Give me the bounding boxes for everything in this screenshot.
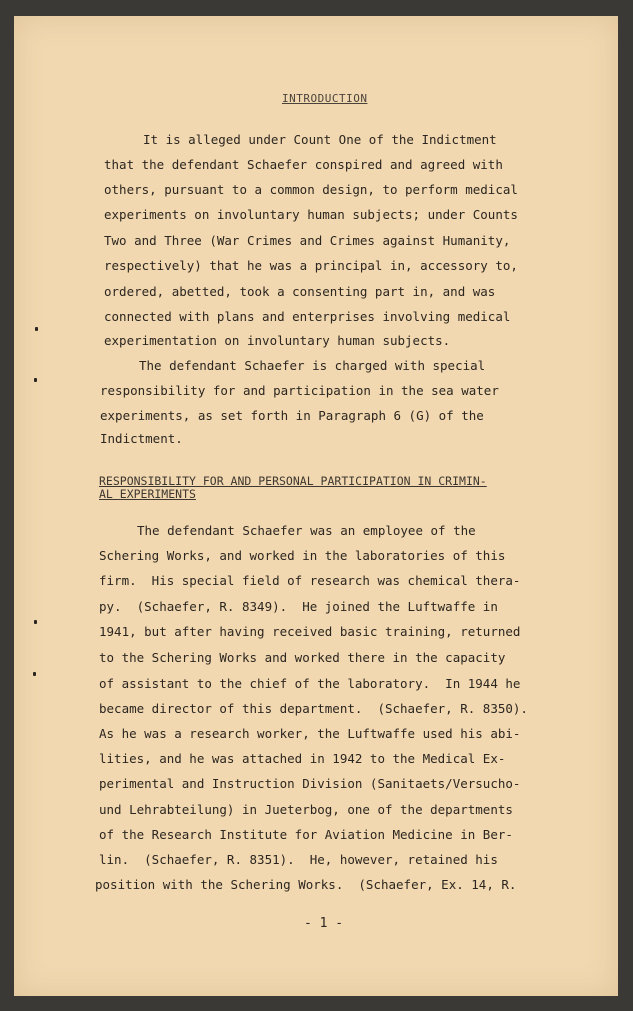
paragraph-3-line: und Lehrabteilung) in Jueterbog, one of the departments: [99, 802, 513, 817]
paragraph-3-line: to the Schering Works and worked there in the capacity: [99, 650, 506, 665]
paragraph-1-line: that the defendant Schaefer conspired and agreed with: [104, 157, 503, 172]
paragraph-1-line: others, pursuant to a common design, to perform medical: [104, 182, 518, 197]
section-heading: AL EXPERIMENTS: [99, 487, 196, 501]
paragraph-1-line: connected with plans and enterprises involving medical: [104, 309, 511, 324]
paragraph-3-line: The defendant Schaefer was an employee of the: [137, 523, 476, 538]
paragraph-2-line: Indictment.: [100, 431, 183, 446]
paragraph-3-line: perimental and Instruction Division (Sanitaets/Versucho-: [99, 776, 521, 791]
paragraph-3-line: lin. (Schaefer, R. 8351). He, however, retained his: [99, 852, 498, 867]
paragraph-3-line: position with the Schering Works. (Schaefer, Ex. 14, R.: [95, 877, 517, 892]
document-title: INTRODUCTION: [282, 92, 368, 105]
paragraph-1-line: It is alleged under Count One of the Indictment: [143, 132, 497, 147]
paragraph-3-line: of the Research Institute for Aviation Medicine in Ber-: [99, 827, 513, 842]
margin-mark: [34, 620, 37, 624]
section-heading: RESPONSIBILITY FOR AND PERSONAL PARTICIPATION IN CRIMIN-: [99, 474, 487, 488]
paragraph-3-line: became director of this department. (Schaefer, R. 8350).: [99, 701, 528, 716]
paragraph-1-line: respectively) that he was a principal in, accessory to,: [104, 258, 518, 273]
paragraph-3-line: 1941, but after having received basic training, returned: [99, 624, 521, 639]
paragraph-3-line: lities, and he was attached in 1942 to the Medical Ex-: [99, 751, 506, 766]
margin-mark: [33, 672, 36, 676]
paragraph-3-line: firm. His special field of research was chemical thera-: [99, 573, 521, 588]
margin-mark: [34, 378, 37, 382]
paragraph-2-line: responsibility for and participation in the sea water: [100, 383, 499, 398]
paragraph-1-line: experimentation on involuntary human subjects.: [104, 333, 451, 348]
paragraph-1-line: experiments on involuntary human subjects; under Counts: [104, 207, 518, 222]
paragraph-1-line: Two and Three (War Crimes and Crimes against Humanity,: [104, 233, 511, 248]
paragraph-2-line: The defendant Schaefer is charged with special: [139, 358, 486, 373]
paragraph-3-line: As he was a research worker, the Luftwaffe used his abi-: [99, 726, 521, 741]
paragraph-3-line: py. (Schaefer, R. 8349). He joined the Luftwaffe in: [99, 599, 498, 614]
paragraph-3-line: of assistant to the chief of the laboratory. In 1944 he: [99, 676, 521, 691]
margin-mark: [35, 327, 38, 331]
paragraph-3-line: Schering Works, and worked in the laboratories of this: [99, 548, 506, 563]
page-number: - 1 -: [304, 916, 344, 931]
paragraph-1-line: ordered, abetted, took a consenting part in, and was: [104, 284, 496, 299]
paragraph-2-line: experiments, as set forth in Paragraph 6 (G) of the: [100, 408, 484, 423]
